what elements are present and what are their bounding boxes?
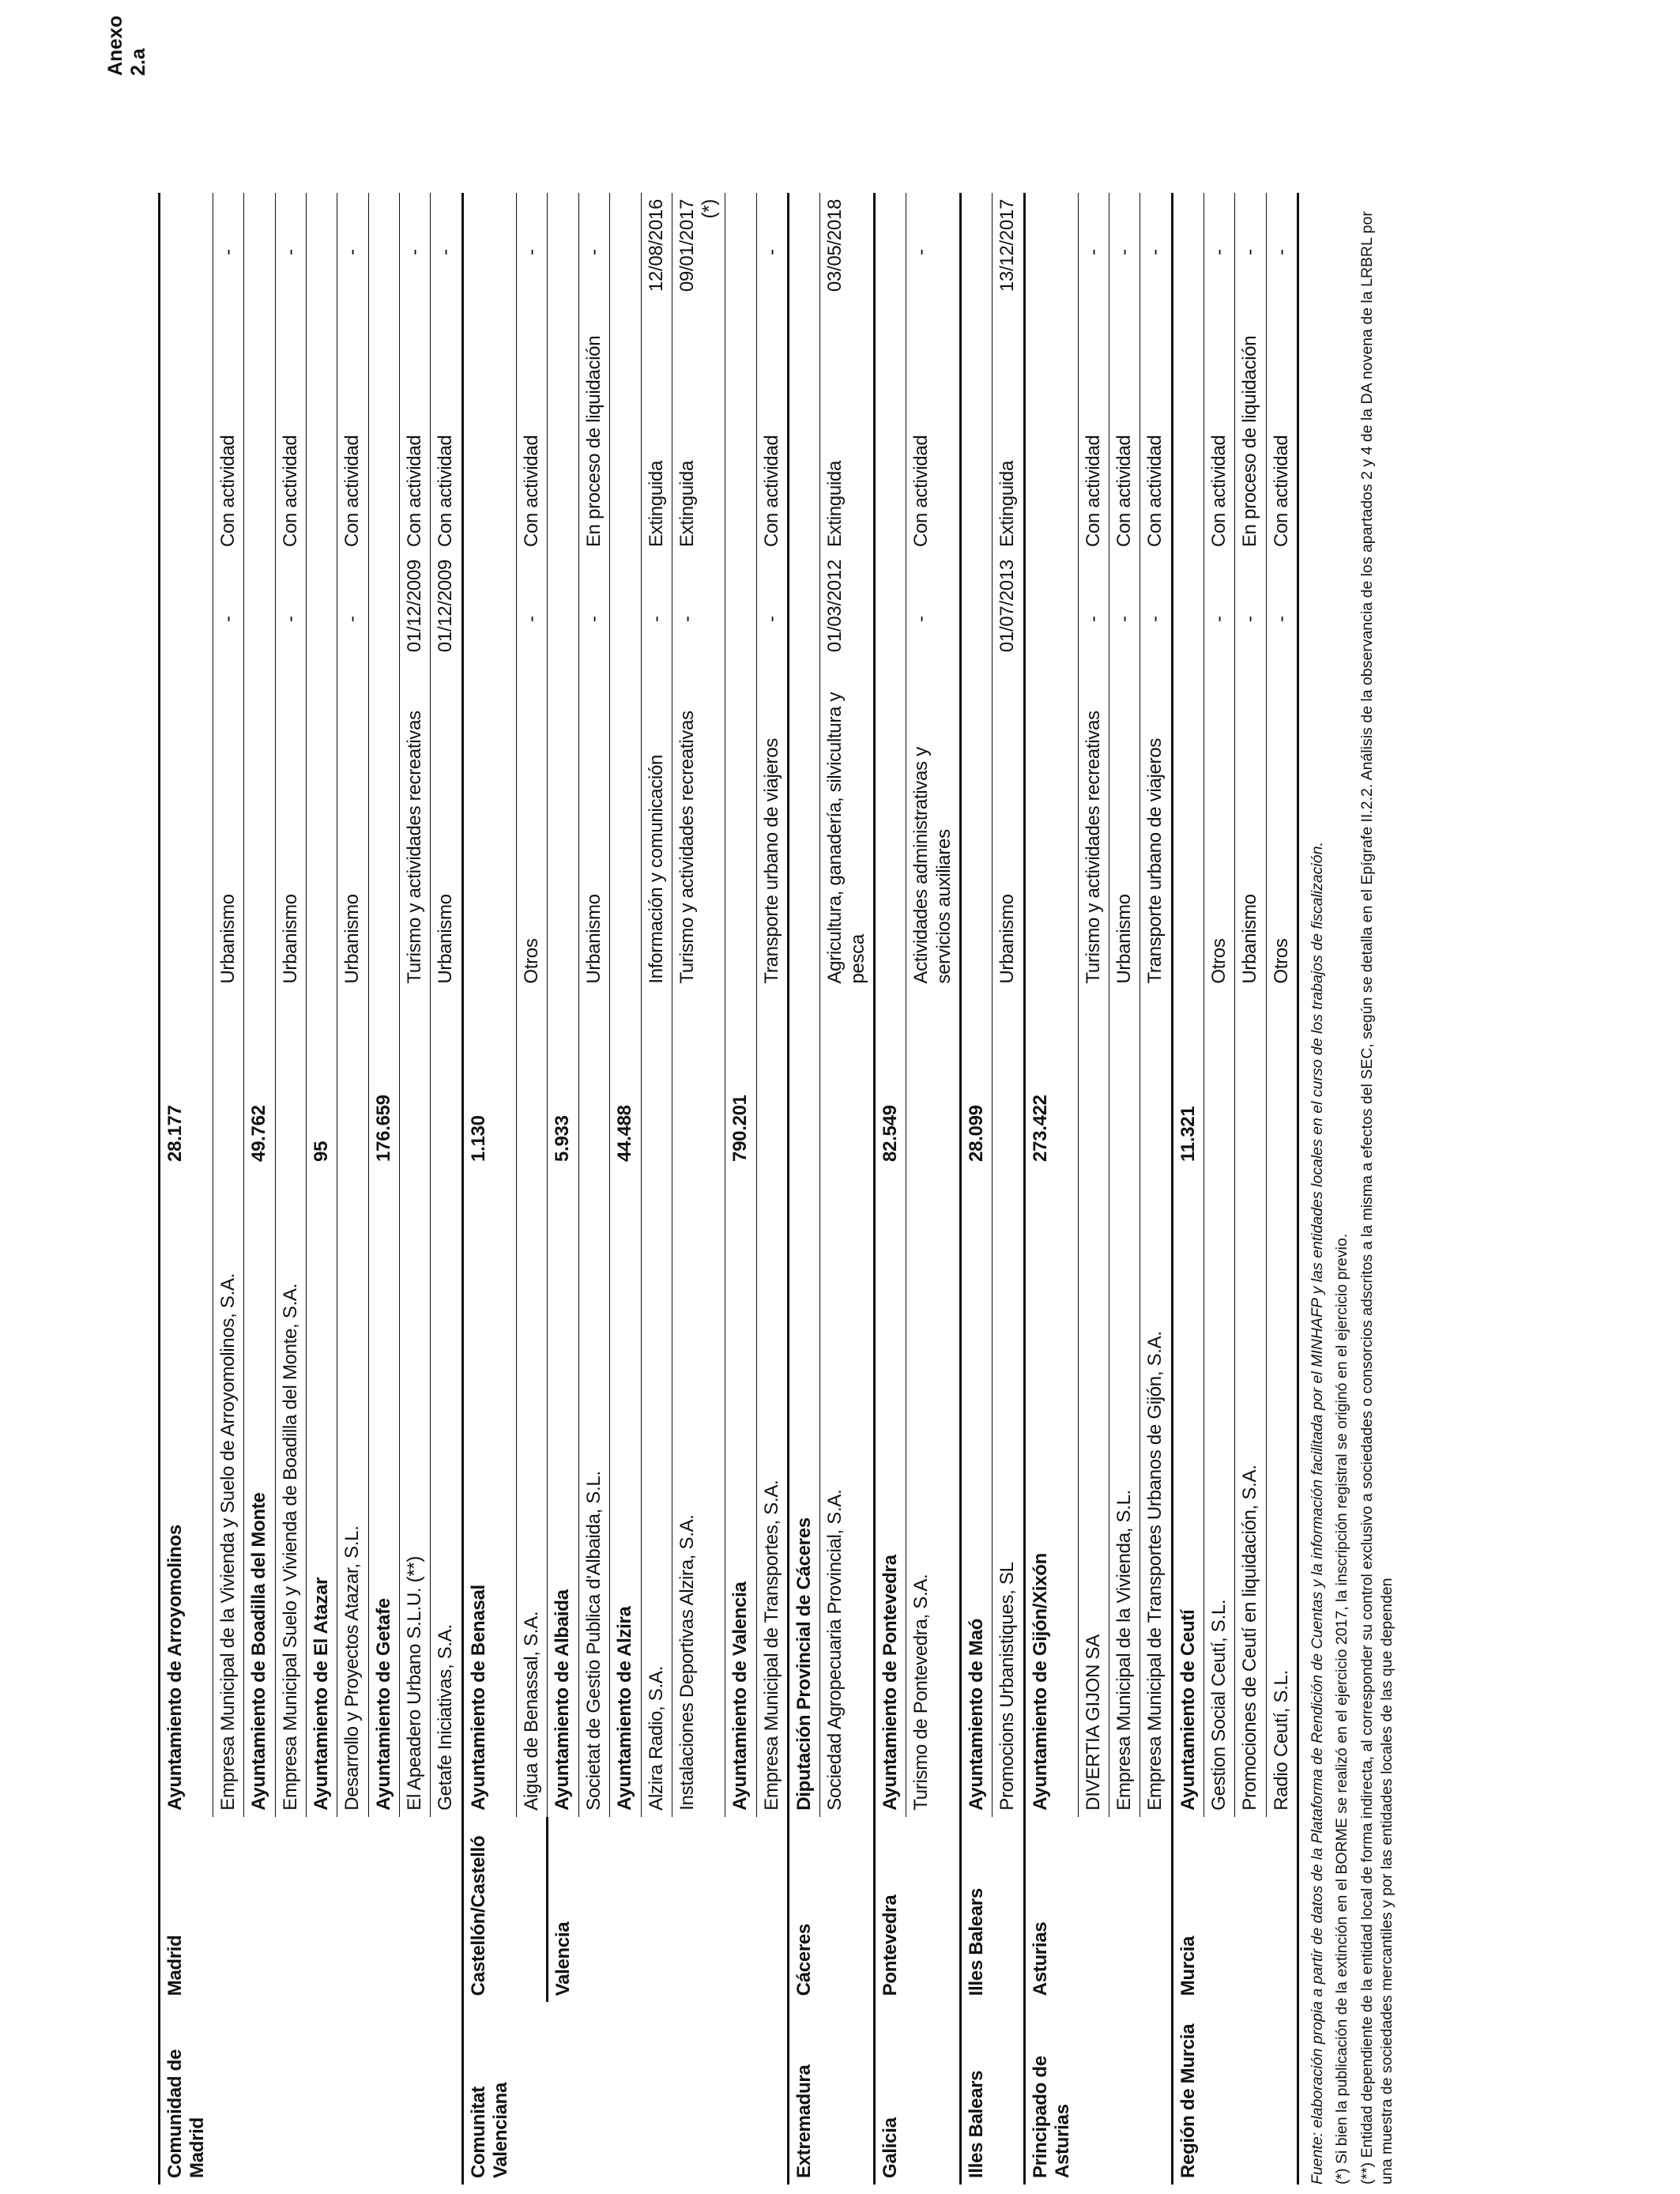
community-cell xyxy=(1266,2002,1298,2185)
province-cell xyxy=(641,1817,672,2003)
date1-cell xyxy=(1024,553,1078,684)
date2-cell xyxy=(548,193,579,311)
blank-cell xyxy=(1203,990,1234,1168)
status-cell xyxy=(244,311,275,553)
company-name-cell: Sociedad Agropecuaria Provincial, S.A. xyxy=(820,1168,875,1817)
status-cell: Extinguida xyxy=(820,311,875,553)
company-row xyxy=(516,193,547,2185)
date2-cell: - xyxy=(906,193,961,311)
date1-cell xyxy=(160,553,213,684)
company-name-cell: Getafe Iniciativas, S.A. xyxy=(431,1168,462,1817)
date1-cell xyxy=(462,553,516,684)
province-cell xyxy=(213,1817,244,2003)
date2-cell xyxy=(960,193,992,311)
entity-row xyxy=(1024,193,1078,2185)
date2-cell: - xyxy=(275,193,306,311)
community-cell xyxy=(368,2002,399,2185)
status-cell: En proceso de liquidación xyxy=(578,311,609,553)
date1-cell xyxy=(1172,553,1203,684)
sector-cell: Urbanismo xyxy=(213,684,244,990)
population-cell: 49.762 xyxy=(244,990,275,1168)
date2-cell xyxy=(1172,193,1203,311)
community-cell: Extremadura xyxy=(789,2002,820,2185)
community-cell xyxy=(337,2002,368,2185)
entity-row xyxy=(462,193,516,2185)
community-cell xyxy=(516,2002,547,2185)
province-cell xyxy=(1078,1817,1109,2003)
population-cell: 28.177 xyxy=(160,990,213,1168)
status-cell xyxy=(875,311,906,553)
province-cell xyxy=(431,1817,462,2003)
population-cell: 5.933 xyxy=(548,990,579,1168)
province-cell xyxy=(1140,1817,1172,2003)
sector-cell: Turismo y actividades recreativas xyxy=(672,684,725,990)
status-cell xyxy=(789,311,820,553)
province-cell xyxy=(610,1817,641,2003)
blank-cell xyxy=(756,990,788,1168)
community-cell xyxy=(1203,2002,1234,2185)
footnote-2: (**) Entidad dependiente de la entidad local de forma indirecta, al corresponder su control exclusivo a sociedades o consorcios adscritos a la misma a efectos del SEC, según se detalla en el Epígrafe II.2.2. Análisis de la observancia de los apartados 2 y 4 de la DA novena de la LRBRL por una muestra de sociedades mercantiles y por las entidades locales de las que dependen xyxy=(1358,211,1396,2185)
province-cell: Asturias xyxy=(1024,1817,1078,2003)
province-cell xyxy=(725,1817,756,2003)
company-name-cell: Empresa Municipal Suelo y Vivienda de Boadilla del Monte, S.A. xyxy=(275,1168,306,1817)
status-cell: Con actividad xyxy=(337,311,368,553)
date1-cell xyxy=(875,553,906,684)
province-cell xyxy=(1235,1817,1266,2003)
company-name-cell: DIVERTIA GIJON SA xyxy=(1078,1168,1109,1817)
date1-cell: 01/07/2013 xyxy=(993,553,1024,684)
company-name-cell: Promocions Urbanistiques, SL xyxy=(993,1168,1024,1817)
entity-row xyxy=(1172,193,1203,2185)
entity-name-cell: Diputación Provincial de Cáceres xyxy=(789,1168,820,1817)
status-cell: Con actividad xyxy=(1078,311,1109,553)
entity-name-cell: Ayuntamiento de Valencia xyxy=(725,1168,756,1817)
sector-cell: Urbanismo xyxy=(337,684,368,990)
company-row xyxy=(578,193,609,2185)
company-row xyxy=(1203,193,1234,2185)
entity-row xyxy=(960,193,992,2185)
date2-cell: 12/08/2016 xyxy=(641,193,672,311)
status-cell: Con actividad xyxy=(1140,311,1172,553)
date1-cell: - xyxy=(516,553,547,684)
status-cell: Con actividad xyxy=(906,311,961,553)
sector-cell: Turismo y actividades recreativas xyxy=(1078,684,1109,990)
sector-cell: Transporte urbano de viajeros xyxy=(1140,684,1172,990)
province-cell xyxy=(578,1817,609,2003)
blank-cell xyxy=(1078,990,1109,1168)
sector-cell: Transporte urbano de viajeros xyxy=(756,684,788,990)
date2-cell: - xyxy=(1078,193,1109,311)
status-cell xyxy=(960,311,992,553)
blank-cell xyxy=(516,990,547,1168)
community-cell xyxy=(820,2002,875,2185)
sector-cell xyxy=(875,684,906,990)
entity-name-cell: Ayuntamiento de Arroyomolinos xyxy=(160,1168,213,1817)
company-name-cell: Desarrollo y Proyectos Atazar, S.L. xyxy=(337,1168,368,1817)
province-cell xyxy=(906,1817,961,2003)
date2-cell: - xyxy=(516,193,547,311)
sector-cell: Urbanismo xyxy=(1235,684,1266,990)
blank-cell xyxy=(672,990,725,1168)
community-cell xyxy=(1140,2002,1172,2185)
population-cell: 11.321 xyxy=(1172,990,1203,1168)
sector-cell xyxy=(368,684,399,990)
province-cell xyxy=(672,1817,725,2003)
date1-cell: - xyxy=(1235,553,1266,684)
date2-cell xyxy=(462,193,516,311)
footnotes xyxy=(1308,209,1402,2185)
company-name-cell: Promociones de Ceutí en liquidación, S.A. xyxy=(1235,1168,1266,1817)
company-name-cell: Empresa Municipal de Transportes, S.A. xyxy=(756,1168,788,1817)
community-cell xyxy=(725,2002,756,2185)
company-name-cell: Instalaciones Deportivas Alzira, S.A. xyxy=(672,1168,725,1817)
status-cell xyxy=(725,311,756,553)
date2-cell xyxy=(244,193,275,311)
sector-cell: Otros xyxy=(1203,684,1234,990)
population-cell: 82.549 xyxy=(875,990,906,1168)
province-cell: Madrid xyxy=(160,1817,213,2003)
community-cell xyxy=(431,2002,462,2185)
date1-cell xyxy=(244,553,275,684)
company-row xyxy=(1266,193,1298,2185)
entities-table xyxy=(158,193,1299,2185)
sector-cell: Turismo y actividades recreativas xyxy=(400,684,431,990)
sector-cell xyxy=(1024,684,1078,990)
status-cell: Con actividad xyxy=(213,311,244,553)
community-cell: Illes Balears xyxy=(960,2002,992,2185)
sector-cell xyxy=(548,684,579,990)
province-cell xyxy=(993,1817,1024,2003)
company-name-cell: Empresa Municipal de Transportes Urbanos de Gijón, S.A. xyxy=(1140,1168,1172,1817)
date2-cell xyxy=(875,193,906,311)
entity-row xyxy=(548,193,579,2185)
community-cell xyxy=(400,2002,431,2185)
date2-cell: - xyxy=(1235,193,1266,311)
company-row xyxy=(820,193,875,2185)
company-name-cell: Gestion Social Ceutí, S.L. xyxy=(1203,1168,1234,1817)
date2-cell: - xyxy=(756,193,788,311)
sector-cell xyxy=(1172,684,1203,990)
population-cell: 176.659 xyxy=(368,990,399,1168)
sector-cell xyxy=(725,684,756,990)
date2-cell xyxy=(307,193,337,311)
sector-cell xyxy=(960,684,992,990)
table-body xyxy=(160,193,1298,2185)
status-cell xyxy=(160,311,213,553)
province-cell xyxy=(368,1817,399,2003)
entity-row xyxy=(610,193,641,2185)
sector-cell: Actividades administrativas y servicios auxiliares xyxy=(906,684,961,990)
status-cell: Con actividad xyxy=(1109,311,1140,553)
community-cell xyxy=(756,2002,788,2185)
company-row xyxy=(431,193,462,2185)
date2-cell: - xyxy=(400,193,431,311)
blank-cell xyxy=(1235,990,1266,1168)
province-cell xyxy=(1266,1817,1298,2003)
blank-cell xyxy=(275,990,306,1168)
sector-cell: Urbanismo xyxy=(578,684,609,990)
province-cell xyxy=(1109,1817,1140,2003)
date2-cell: - xyxy=(213,193,244,311)
status-cell: Con actividad xyxy=(1266,311,1298,553)
company-row xyxy=(337,193,368,2185)
sector-cell xyxy=(307,684,337,990)
community-cell xyxy=(1109,2002,1140,2185)
status-cell: En proceso de liquidación xyxy=(1235,311,1266,553)
blank-cell xyxy=(906,990,961,1168)
company-name-cell: Empresa Municipal de la Vivienda, S.L. xyxy=(1109,1168,1140,1817)
date1-cell: - xyxy=(578,553,609,684)
community-cell: Comunidad de Madrid xyxy=(160,2002,213,2185)
community-cell: Galicia xyxy=(875,2002,906,2185)
status-cell xyxy=(462,311,516,553)
community-cell xyxy=(641,2002,672,2185)
date1-cell: - xyxy=(641,553,672,684)
company-row xyxy=(906,193,961,2185)
community-cell xyxy=(307,2002,337,2185)
date2-cell xyxy=(789,193,820,311)
sector-cell xyxy=(244,684,275,990)
status-cell: Con actividad xyxy=(756,311,788,553)
date1-cell: - xyxy=(906,553,961,684)
company-row xyxy=(672,193,725,2185)
blank-cell xyxy=(400,990,431,1168)
blank-cell xyxy=(1266,990,1298,1168)
community-cell xyxy=(578,2002,609,2185)
status-cell xyxy=(1024,311,1078,553)
company-row xyxy=(400,193,431,2185)
entity-row xyxy=(875,193,906,2185)
date1-cell xyxy=(960,553,992,684)
status-cell: Con actividad xyxy=(516,311,547,553)
date1-cell xyxy=(368,553,399,684)
community-cell xyxy=(244,2002,275,2185)
entity-name-cell: Ayuntamiento de Ceutí xyxy=(1172,1168,1203,1817)
date2-cell: 09/01/2017 (*) xyxy=(672,193,725,311)
company-name-cell: Empresa Municipal de la Vivienda y Suelo de Arroyomolinos, S.A. xyxy=(213,1168,244,1817)
date2-cell: 03/05/2018 xyxy=(820,193,875,311)
status-cell xyxy=(1172,311,1203,553)
date2-cell: - xyxy=(578,193,609,311)
sector-cell: Información y comunicación xyxy=(641,684,672,990)
date1-cell: - xyxy=(756,553,788,684)
sector-cell xyxy=(789,684,820,990)
community-cell: Región de Murcia xyxy=(1172,2002,1203,2185)
sector-cell: Otros xyxy=(516,684,547,990)
company-row xyxy=(1109,193,1140,2185)
date2-cell: - xyxy=(1109,193,1140,311)
date1-cell xyxy=(725,553,756,684)
province-cell xyxy=(307,1817,337,2003)
date1-cell: - xyxy=(1266,553,1298,684)
population-cell xyxy=(789,990,820,1168)
blank-cell xyxy=(641,990,672,1168)
population-cell: 273.422 xyxy=(1024,990,1078,1168)
sector-cell: Urbanismo xyxy=(993,684,1024,990)
date1-cell xyxy=(548,553,579,684)
community-cell xyxy=(906,2002,961,2185)
date2-cell: - xyxy=(1203,193,1234,311)
population-cell: 44.488 xyxy=(610,990,641,1168)
status-cell xyxy=(610,311,641,553)
community-cell xyxy=(1078,2002,1109,2185)
province-cell xyxy=(400,1817,431,2003)
entity-row xyxy=(160,193,213,2185)
sector-cell: Urbanismo xyxy=(1109,684,1140,990)
date2-cell: 13/12/2017 xyxy=(993,193,1024,311)
status-cell: Con actividad xyxy=(431,311,462,553)
date2-cell xyxy=(160,193,213,311)
blank-cell xyxy=(213,990,244,1168)
blank-cell xyxy=(1109,990,1140,1168)
annex-label: Anexo 2.a xyxy=(104,15,149,76)
date1-cell: - xyxy=(1109,553,1140,684)
sector-cell xyxy=(610,684,641,990)
company-row xyxy=(756,193,788,2185)
company-row xyxy=(1140,193,1172,2185)
sector-cell: Otros xyxy=(1266,684,1298,990)
community-cell xyxy=(993,2002,1024,2185)
date1-cell xyxy=(610,553,641,684)
date2-cell xyxy=(368,193,399,311)
community-cell xyxy=(213,2002,244,2185)
status-cell: Extinguida xyxy=(993,311,1024,553)
entity-row xyxy=(244,193,275,2185)
entity-name-cell: Ayuntamiento de Pontevedra xyxy=(875,1168,906,1817)
sector-cell: Urbanismo xyxy=(431,684,462,990)
population-cell: 28.099 xyxy=(960,990,992,1168)
date1-cell: - xyxy=(213,553,244,684)
entity-name-cell: Ayuntamiento de Albaida xyxy=(548,1168,579,1817)
entity-name-cell: Ayuntamiento de Boadilla del Monte xyxy=(244,1168,275,1817)
date2-cell: - xyxy=(1140,193,1172,311)
company-row xyxy=(275,193,306,2185)
province-cell xyxy=(244,1817,275,2003)
company-name-cell: Societat de Gestio Publica d'Albaida, S.L. xyxy=(578,1168,609,1817)
province-cell xyxy=(516,1817,547,2003)
sector-cell: Urbanismo xyxy=(275,684,306,990)
status-cell: Extinguida xyxy=(672,311,725,553)
entity-name-cell: Ayuntamiento de Benasal xyxy=(462,1168,516,1817)
company-name-cell: El Apeadero Urbano S.L.U. (**) xyxy=(400,1168,431,1817)
blank-cell xyxy=(1140,990,1172,1168)
blank-cell xyxy=(431,990,462,1168)
province-cell xyxy=(337,1817,368,2003)
date2-cell xyxy=(1024,193,1078,311)
status-cell xyxy=(307,311,337,553)
company-name-cell: Aigua de Benassal, S.A. xyxy=(516,1168,547,1817)
date2-cell: - xyxy=(431,193,462,311)
status-cell: Con actividad xyxy=(1203,311,1234,553)
date2-cell: - xyxy=(1266,193,1298,311)
blank-cell xyxy=(820,990,875,1168)
community-cell xyxy=(1235,2002,1266,2185)
sector-cell xyxy=(160,684,213,990)
blank-cell xyxy=(578,990,609,1168)
status-cell: Con actividad xyxy=(275,311,306,553)
blank-cell xyxy=(337,990,368,1168)
province-cell: Valencia xyxy=(548,1817,579,2003)
province-cell: Cáceres xyxy=(789,1817,820,2003)
population-cell: 790.201 xyxy=(725,990,756,1168)
entity-row xyxy=(789,193,820,2185)
date1-cell: - xyxy=(275,553,306,684)
company-name-cell: Turismo de Pontevedra, S.A. xyxy=(906,1168,961,1817)
date1-cell: - xyxy=(1078,553,1109,684)
entity-name-cell: Ayuntamiento de Gijón/Xixón xyxy=(1024,1168,1078,1817)
date1-cell xyxy=(789,553,820,684)
community-cell xyxy=(548,2002,579,2185)
company-name-cell: Radio Ceutí, S.L. xyxy=(1266,1168,1298,1817)
province-cell xyxy=(275,1817,306,2003)
date2-cell xyxy=(610,193,641,311)
date1-cell: - xyxy=(1140,553,1172,684)
community-cell xyxy=(672,2002,725,2185)
province-cell xyxy=(1203,1817,1234,2003)
entity-name-cell: Ayuntamiento de Alzira xyxy=(610,1168,641,1817)
source-note: Fuente: elaboración propia a partir de datos de la Plataforma de Rendición de Cuentas y la información facilitada por el MINHAFP y las entidades locales en el curso de los trabajos de fiscalización. xyxy=(1309,842,1326,2185)
date1-cell: - xyxy=(337,553,368,684)
status-cell xyxy=(368,311,399,553)
entity-row xyxy=(368,193,399,2185)
date1-cell: - xyxy=(672,553,725,684)
date2-cell xyxy=(725,193,756,311)
company-row xyxy=(1078,193,1109,2185)
entity-name-cell: Ayuntamiento de Getafe xyxy=(368,1168,399,1817)
date2-cell: - xyxy=(337,193,368,311)
community-cell: Principado de Asturias xyxy=(1024,2002,1078,2185)
status-cell: Extinguida xyxy=(641,311,672,553)
company-row xyxy=(993,193,1024,2185)
entity-name-cell: Ayuntamiento de Maó xyxy=(960,1168,992,1817)
company-name-cell: Alzira Radio, S.A. xyxy=(641,1168,672,1817)
company-row xyxy=(213,193,244,2185)
status-cell: Con actividad xyxy=(400,311,431,553)
date1-cell: 01/12/2009 xyxy=(400,553,431,684)
province-cell: Illes Balears xyxy=(960,1817,992,2003)
status-cell xyxy=(548,311,579,553)
date1-cell: 01/03/2012 xyxy=(820,553,875,684)
company-row xyxy=(1235,193,1266,2185)
date1-cell xyxy=(307,553,337,684)
province-cell xyxy=(820,1817,875,2003)
entity-row xyxy=(307,193,337,2185)
province-cell xyxy=(756,1817,788,2003)
sector-cell: Agricultura, ganadería, silvicultura y pesca xyxy=(820,684,875,990)
population-cell: 1.130 xyxy=(462,990,516,1168)
company-row xyxy=(641,193,672,2185)
blank-cell xyxy=(993,990,1024,1168)
date1-cell: 01/12/2009 xyxy=(431,553,462,684)
community-cell xyxy=(275,2002,306,2185)
footnote-1: (*) Si bien la publicación de la extinción en el BORME se realizó en el ejercicio 2017, la inscripción registral se originó en el ejercicio previo. xyxy=(1333,1233,1351,2185)
province-cell: Pontevedra xyxy=(875,1817,906,2003)
entity-name-cell: Ayuntamiento de El Atazar xyxy=(307,1168,337,1817)
province-cell: Castellón/Castelló xyxy=(462,1817,516,2003)
date1-cell: - xyxy=(1203,553,1234,684)
sector-cell xyxy=(462,684,516,990)
province-cell: Murcia xyxy=(1172,1817,1203,2003)
entity-row xyxy=(725,193,756,2185)
community-cell xyxy=(610,2002,641,2185)
population-cell: 95 xyxy=(307,990,337,1168)
community-cell: Comunitat Valenciana xyxy=(462,2002,516,2185)
